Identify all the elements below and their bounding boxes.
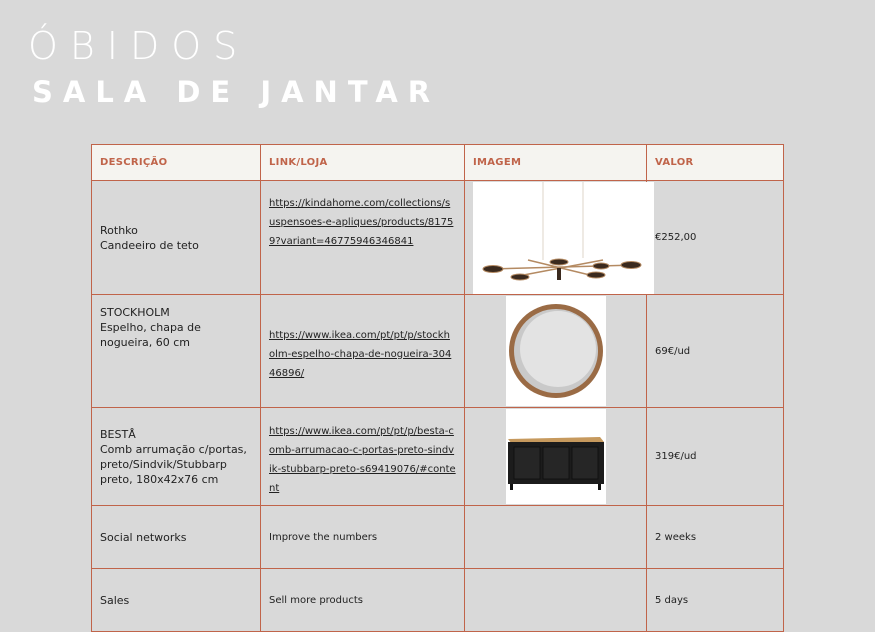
row-value: 69€/ud [647, 295, 784, 408]
table-row [92, 181, 784, 295]
header-image: IMAGEM [465, 145, 647, 181]
table-header-row [92, 145, 784, 181]
header-description: DESCRIÇÃO [92, 145, 261, 181]
table-row [92, 506, 784, 569]
row-value: €252,00 [647, 181, 784, 295]
row-description: Social networks [92, 506, 261, 569]
table-row [92, 569, 784, 632]
products-table [91, 144, 784, 632]
row-description: BESTÅ Comb arrumação c/portas, preto/Sindvik/Stubbarp preto, 180x42x76 cm [92, 408, 261, 506]
sideboard-image [506, 409, 606, 504]
pendant-lamp-image [473, 182, 654, 294]
row-description: Sales [92, 569, 261, 632]
row-link: Improve the numbers [261, 506, 465, 569]
row-value: 5 days [647, 569, 784, 632]
table-row [92, 295, 784, 408]
product-link[interactable]: https://www.ikea.com/pt/pt/p/stockholm-espelho-chapa-de-nogueira-30446896/ [269, 329, 452, 379]
row-value: 319€/ud [647, 408, 784, 506]
page-title: ÓBIDOS [28, 24, 250, 68]
row-link: Sell more products [261, 569, 465, 632]
table-row [92, 408, 784, 506]
product-link[interactable]: https://kindahome.com/collections/suspensoes-e-apliques/products/81759?variant=4677594634684​1 [269, 198, 454, 247]
row-description: Rothko Candeeiro de teto [92, 181, 261, 295]
header-link: LINK/LOJA [261, 145, 465, 181]
product-link[interactable]: https://www.ikea.com/pt/pt/p/besta-comb-arrumacao-c-portas-preto-sindvik-stubbarp-preto-s69419076/#content [269, 425, 456, 494]
page-subtitle: SALA DE JANTAR [32, 75, 441, 109]
header-value: VALOR [647, 145, 784, 181]
row-value: 2 weeks [647, 506, 784, 569]
round-mirror-image [506, 296, 606, 406]
row-description: STOCKHOLM Espelho, chapa de nogueira, 60 cm [92, 295, 261, 408]
